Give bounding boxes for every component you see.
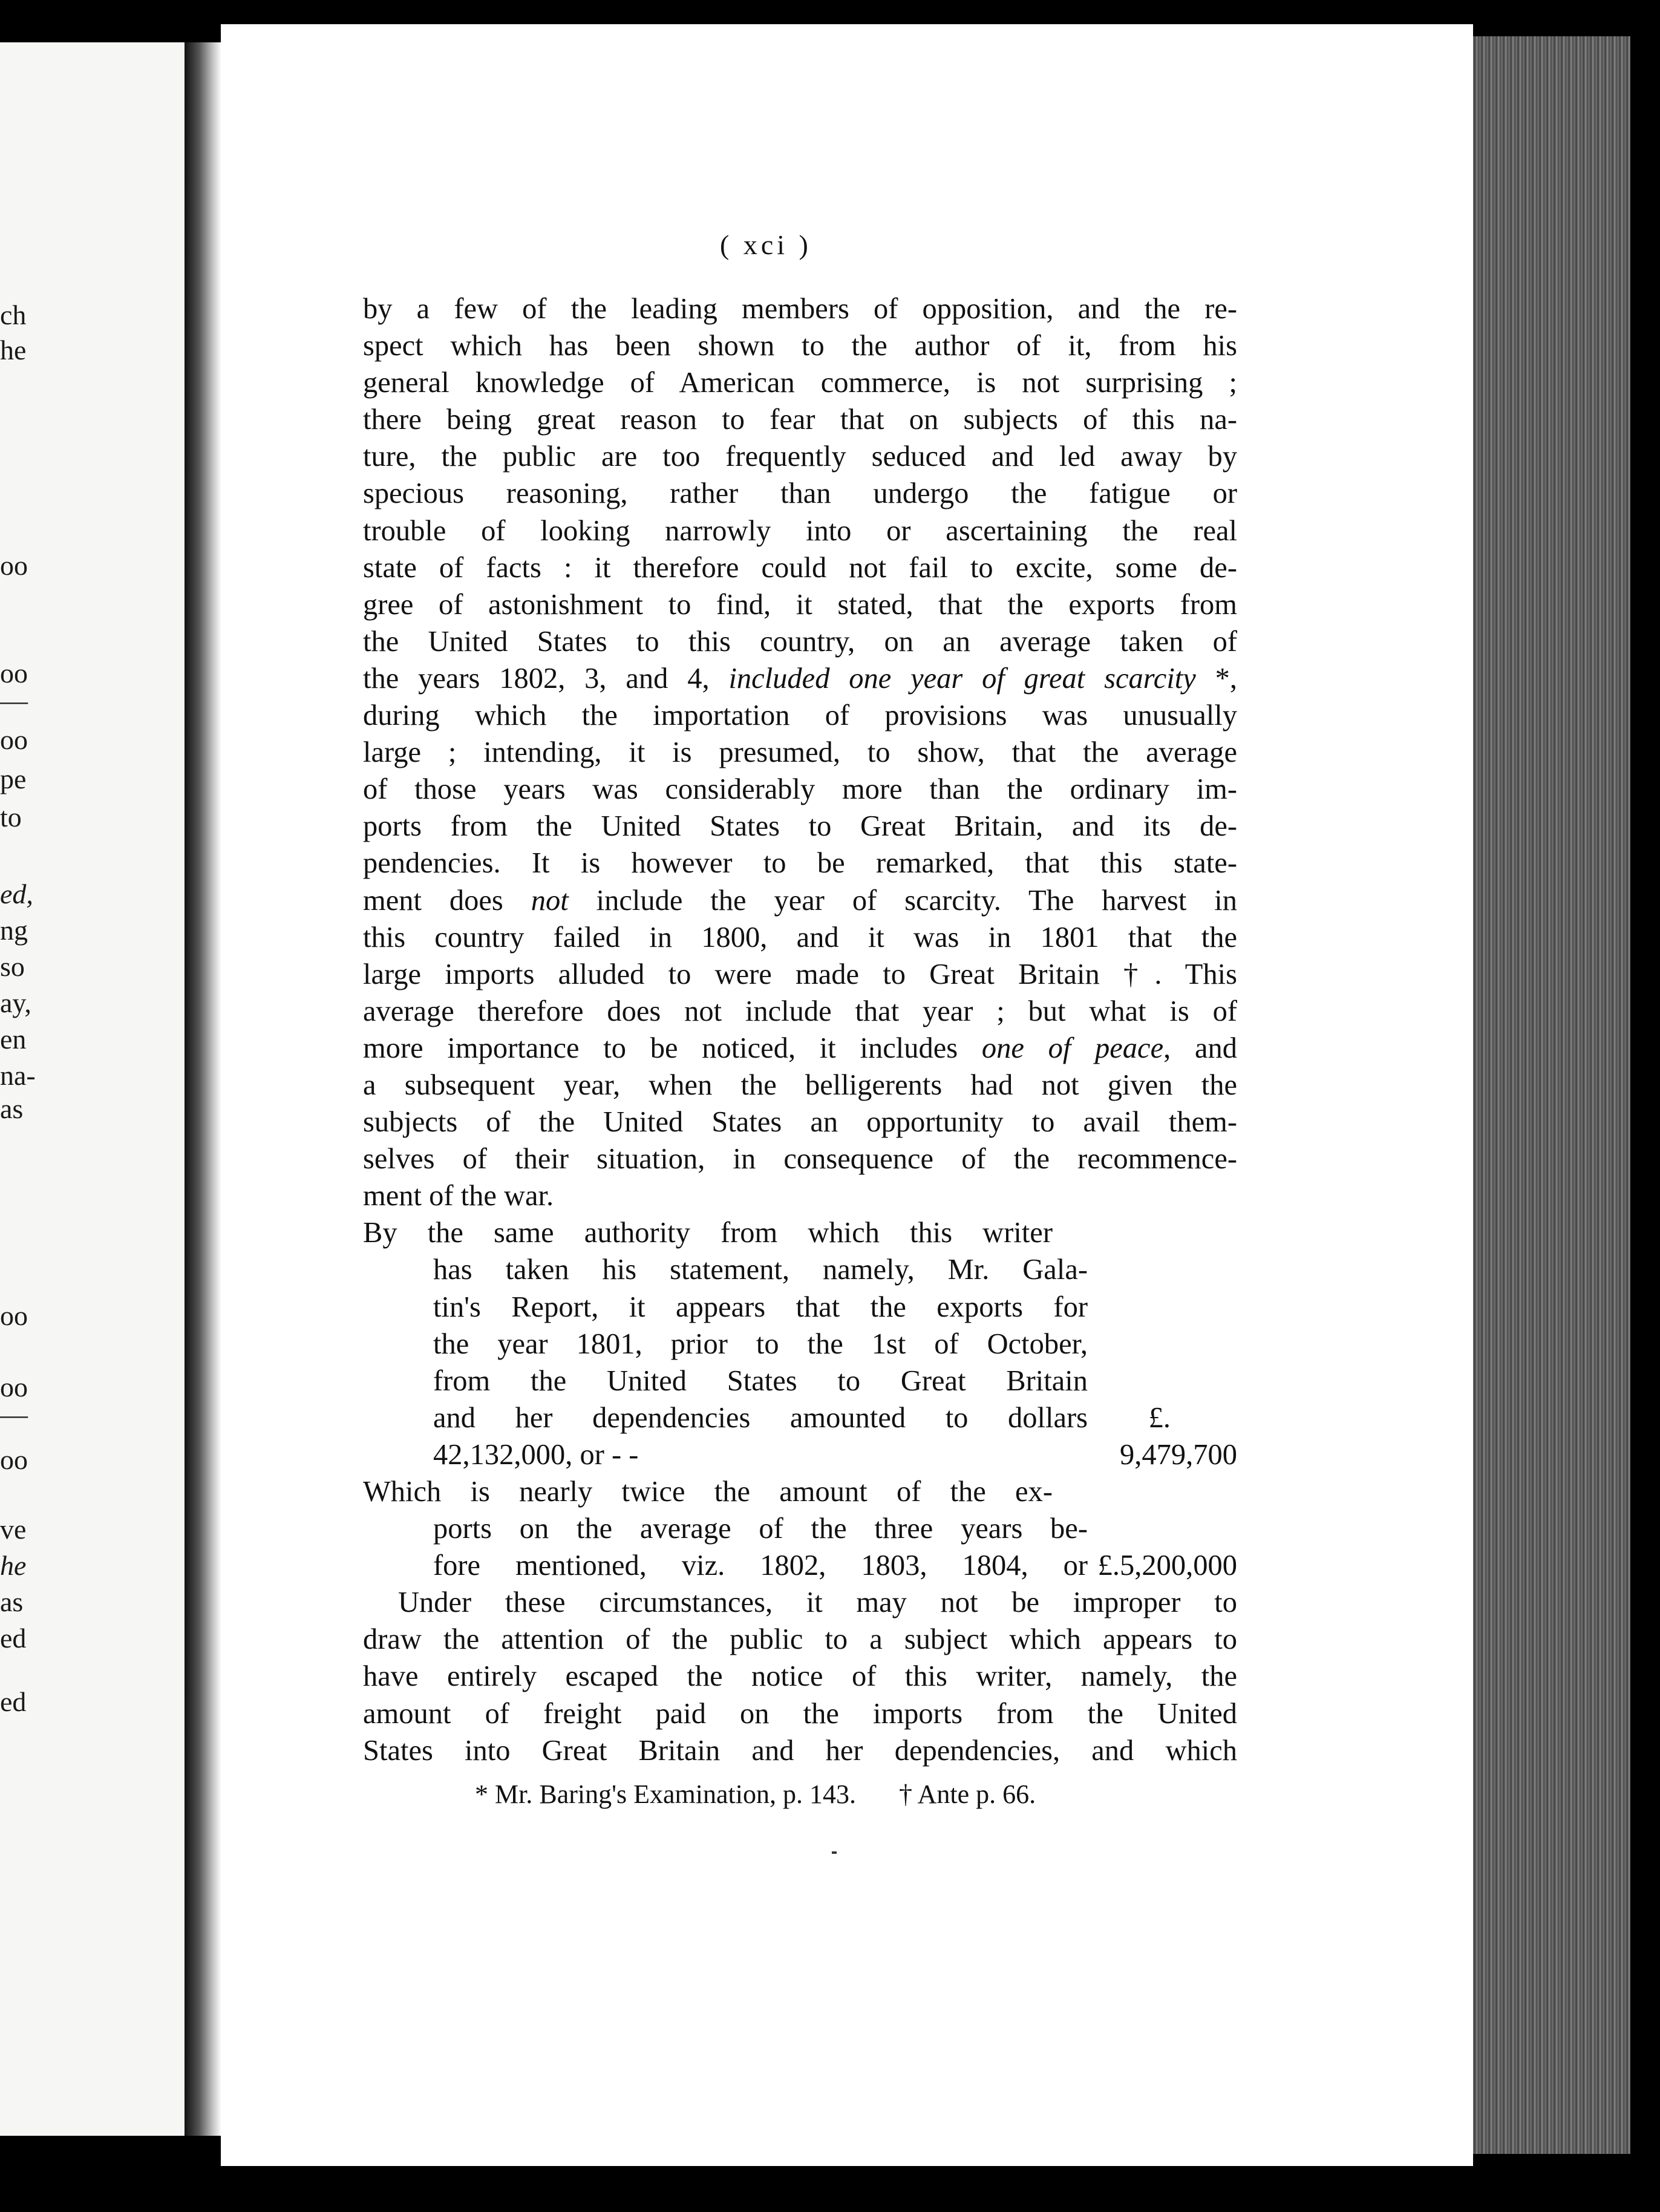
ink-mark [832,1851,837,1854]
text-segment: include the year of scarcity. The harvest in [568,884,1237,917]
text-line [363,882,1237,919]
text-line [363,1363,1237,1399]
left-fragment: pe [0,764,27,794]
left-fragment: ed [0,1686,27,1717]
left-fragment: ay, [0,987,31,1018]
left-fragment: as [0,1586,24,1617]
text-line [363,1547,1237,1584]
currency-symbol: £. [1148,1401,1171,1434]
text-line: average therefore does not include that year ; but what is of [363,995,1237,1027]
text-segment: ports on the average of the three years be- [433,1513,1088,1545]
text-segment: Which is nearly twice the amount of the ex- [363,1476,1053,1508]
left-facing-page [0,42,185,2136]
left-fragment: oo [0,1372,28,1402]
footnote-marker: *, [1195,662,1237,695]
footnotes [475,1779,1072,1810]
text-line: draw the attention of the public to a subject which appears to [363,1623,1237,1656]
amount-value: 9,479,700 [1120,1438,1237,1471]
text-line [363,1030,1237,1067]
left-fragment: he [0,1550,27,1581]
text-segment: the year 1801, prior to the 1st of October, [433,1327,1088,1360]
text-segment: from the United States to Great Britain [433,1364,1088,1397]
text-line: large ; intending, it is presumed, to show, that the average [363,736,1237,769]
left-fragment: so [0,951,25,982]
text-line [363,1510,1237,1547]
text-line: general knowledge of American commerce, is not surprising ; [363,367,1237,399]
text-line: ports from the United States to Great Britain, and its de- [363,810,1237,843]
text-line: a subsequent year, when the belligerents had not given the [363,1068,1237,1101]
left-fragment: — [0,1399,28,1430]
text-line [363,1399,1237,1436]
left-fragment: ve [0,1514,27,1545]
text-segment: By the same authority from which this writer [363,1217,1053,1249]
left-fragment: en [0,1024,27,1055]
text-segment: tin's Report, it appears that the exports for [433,1291,1088,1323]
left-fragment: na- [0,1060,36,1091]
left-fragment: oo [0,1300,28,1331]
text-line: subjects of the United States an opportunity to avail them- [363,1106,1237,1139]
italic-phrase: included one year of great scarcity [728,662,1196,695]
left-fragment: to [0,802,22,833]
italic-phrase: one of peace [981,1032,1164,1064]
page-edges [1473,36,1630,2154]
left-fragment: ng [0,915,28,946]
amount-value: £.5,200,000 [1097,1549,1237,1582]
text-line: large imports alluded to were made to Great Britain †. This [363,958,1237,990]
text-line: spect which has been shown to the author of it, from his [363,330,1237,362]
text-line: the United States to this country, on an average taken of [363,625,1237,658]
text-segment: has taken his statement, namely, Mr. Gala- [433,1254,1088,1286]
footnote-star: * Mr. Baring's Examination, p. 143. [475,1779,856,1809]
text-line: ture, the public are too frequently seduced and led away by [363,440,1237,473]
text-line: selves of their situation, in consequence of the recommence- [363,1143,1237,1176]
left-fragment: oo [0,550,28,581]
text-line: state of facts : it therefore could not fail to excite, some de- [363,551,1237,584]
text-line: ment of the war. [363,1180,554,1212]
left-fragment: — [0,685,28,716]
text-line [363,1436,1237,1473]
text-line: Under these circumstances, it may not be improper to [398,1586,1237,1619]
text-segment: ment does [363,884,531,917]
text-segment: 42,132,000, or - - [433,1438,639,1471]
text-line: there being great reason to fear that on subjects of this na- [363,404,1237,436]
left-fragment: as [0,1093,24,1124]
text-line: trouble of looking narrowly into or ascertaining the real [363,514,1237,547]
text-line [363,660,1237,697]
left-fragment: oo [0,1444,28,1475]
left-fragment: ch [0,299,27,330]
text-segment: and her dependencies amounted to dollars [433,1401,1088,1434]
text-line: have entirely escaped the notice of this writer, namely, the [363,1660,1237,1693]
text-line: amount of freight paid on the imports from the United [363,1697,1237,1730]
text-line: during which the importation of provisions was unusually [363,699,1237,732]
footnote-dagger: † Ante p. 66. [899,1779,1036,1809]
text-segment: more importance to be noticed, it includes [363,1032,982,1064]
text-segment: fore mentioned, viz. 1802, 1803, 1804, or [433,1549,1088,1582]
text-line [363,1326,1237,1363]
text-line [363,1289,1237,1326]
book-gutter [185,42,221,2136]
text-line: of those years was considerably more than the ordinary im- [363,773,1237,806]
text-line: States into Great Britain and her dependencies, and which [363,1734,1237,1767]
text-line [363,1473,1237,1510]
page-body [363,290,1237,1769]
text-segment: the years 1802, 3, and 4, [363,662,729,695]
left-fragment: oo [0,658,28,689]
text-line: gree of astonishment to find, it stated, that the exports from [363,588,1237,621]
text-line: pendencies. It is however to be remarked, that this state- [363,847,1237,880]
left-fragment: he [0,335,27,365]
text-segment: , and [1163,1032,1237,1064]
left-fragment: ed, [0,879,33,909]
text-line [363,1251,1237,1288]
text-line [363,1214,1237,1251]
left-fragment: ed [0,1623,27,1654]
left-fragment: oo [0,724,28,755]
text-line: specious reasoning, rather than undergo the fatigue or [363,477,1237,510]
text-line: this country failed in 1800, and it was in 1801 that the [363,921,1237,954]
running-head: ( xci ) [720,229,812,260]
text-line: by a few of the leading members of opposition, and the re- [363,293,1237,325]
italic-phrase: not [531,884,569,917]
